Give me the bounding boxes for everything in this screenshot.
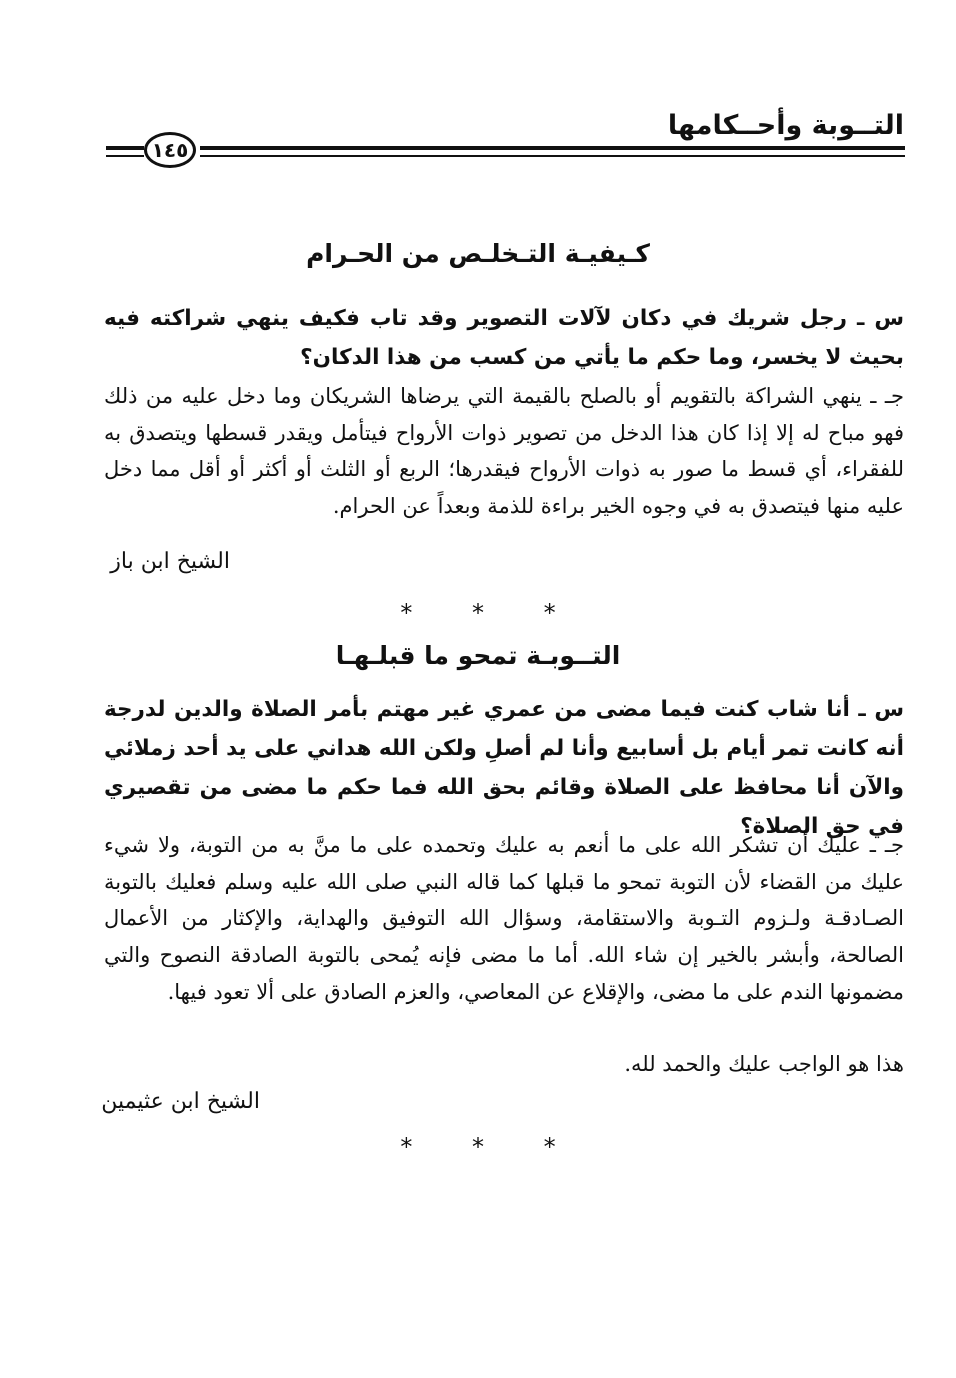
header-rule-thick: [200, 146, 905, 150]
answer-paragraph: جـ ـ عليك أن تشكر الله على ما أنعم به عليك وتحمده على ما منَّ به من التوبة، ولا شيء عليك من القضاء لأن التوبة تمحو ما قبلها كما قاله النبي صلى الله عليه وسلم فعليك بالتوبة الصـادقـة ولـزوم التـوبة والاستقامة، وسؤال الله التوفيق والهداية، والإكثار من الأعمال الصالحة، وأبشر بالخير إن شاء الله. أما ما مضى فإنه يُمحى بالتوبة الصادقة النصوح والتي مضمونها الندم على ما مضى، والإقلاع عن المعاصي، والعزم الصادق على ألا تعود فيها.: [104, 833, 904, 1004]
header-rule-left-thick: [106, 146, 144, 150]
header-rule-left-thin: [106, 155, 144, 157]
question-paragraph: س ـ أنا شاب كنت فيما مضى من عمري غير مهتم بأمر الصلاة والدين لدرجة أنه كانت تمر أيام بل أسابيع وأنا لم أصلِ ولكن الله هداني على يد أحد زملائي والآن أنا محافظ على الصلاة وقائم بحق الله فما حكم ما مضى من تقصيري في حق الصلاة؟: [104, 697, 904, 839]
closing-line: هذا هو الواجب عليك والحمد لله.: [624, 1052, 904, 1076]
answer-paragraph: جـ ـ ينهي الشراكة بالتقويم أو بالصلح بالقيمة التي يرضاها الشريكان وما دخل عليه من ذلك فهو مباح له إلا إذا كان هذا الدخل من تصوير ذوات الأرواح فيتأمل ويقدر قسطها ويتصدق به للفقراء، أي قسط ما صور به ذوات الأرواح فيقدرها؛ الربع أو الثلث أو أكثر أو أقل مما دخل عليه منها فيتصدق به في وجوه الخير براءة للذمة وبعداً عن الحرام.: [104, 384, 904, 519]
question-paragraph: س ـ رجل شريك في دكان لآلات التصوير وقد تاب فكيف ينهي شراكته فيه بحيث لا يخسر، وما حكم ما يأتي من كسب من هذا الدكان؟: [104, 306, 904, 370]
section-heading: كـيفيـة التـخلـص من الحـرام: [306, 239, 650, 268]
signature: الشيخ ابن عثيمين: [101, 1089, 260, 1114]
header-rule-thin: [200, 155, 905, 157]
page-number: ١٤٥: [144, 132, 196, 168]
signature: الشيخ ابن باز: [110, 549, 230, 574]
section-heading: التــوبـة تمحو ما قبلـهـا: [335, 641, 621, 670]
section-separator: * * *: [400, 599, 582, 627]
section-separator: * * *: [400, 1133, 582, 1161]
running-header-title: التــوبة وأحــكامها: [667, 110, 904, 141]
